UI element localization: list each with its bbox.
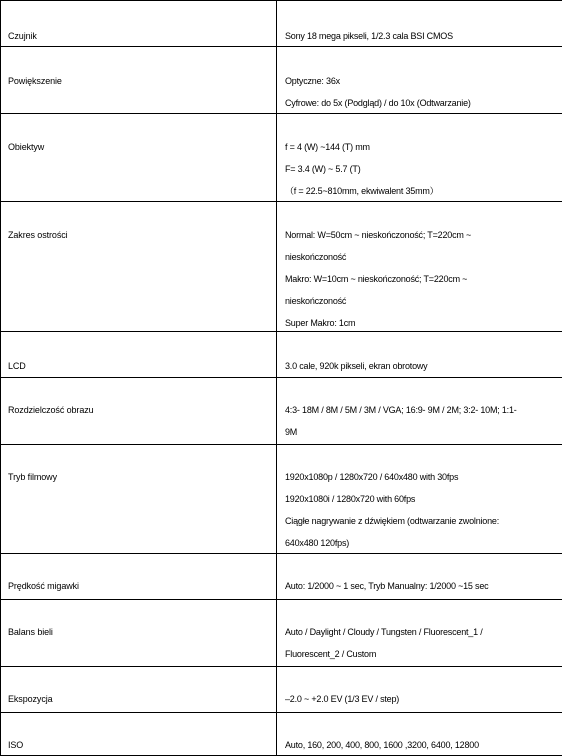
value-line: –2.0 ~ +2.0 EV (1/3 EV / step)	[285, 688, 399, 710]
value-line: 3.0 cale, 920k pikseli, ekran obrotowy	[285, 355, 427, 377]
table-row	[1, 600, 562, 667]
value-line: Sony 18 mega pikseli, 1/2.3 cala BSI CMOS	[285, 25, 453, 47]
row-value-cell	[277, 378, 562, 445]
row-label: LCD	[8, 355, 26, 377]
row-label-cell	[1, 1, 277, 47]
row-value-cell	[277, 554, 562, 600]
table-row	[1, 378, 562, 445]
table-row	[1, 332, 562, 378]
row-value-cell	[277, 47, 562, 114]
value-line: nieskończoność	[285, 290, 471, 312]
value-line: Optyczne: 36x	[285, 70, 471, 92]
value-line: 1920x1080p / 1280x720 / 640x480 with 30fps	[285, 466, 499, 488]
row-value-cell	[277, 713, 562, 756]
value-line: 4:3- 18M / 8M / 5M / 3M / VGA; 16:9- 9M / 2M; 3:2- 10M; 1:1-	[285, 399, 517, 421]
row-label: Balans bieli	[8, 621, 53, 643]
value-line: 9M	[285, 421, 517, 443]
row-value-cell	[277, 202, 562, 332]
row-value-cell	[277, 445, 562, 554]
table-row	[1, 667, 562, 713]
row-label: Prędkość migawki	[8, 575, 79, 597]
row-label-cell	[1, 667, 277, 713]
row-label-cell	[1, 713, 277, 756]
value-line: f = 4 (W) ~144 (T) mm	[285, 136, 438, 158]
table-row	[1, 554, 562, 600]
row-label: Powiększenie	[8, 70, 62, 92]
value-line: Auto / Daylight / Cloudy / Tungsten / Fluorescent_1 /	[285, 621, 483, 643]
row-label-cell	[1, 378, 277, 445]
row-value-cell	[277, 332, 562, 378]
table-row	[1, 1, 562, 47]
row-value-cell	[277, 600, 562, 667]
table-row	[1, 202, 562, 332]
value-line: 640x480 120fps)	[285, 532, 499, 554]
row-label: Zakres ostrości	[8, 224, 68, 246]
value-line: Auto, 160, 200, 400, 800, 1600 ,3200, 6400, 12800	[285, 734, 479, 756]
row-label-cell	[1, 554, 277, 600]
value-line: Cyfrowe: do 5x (Podgląd) / do 10x (Odtwarzanie)	[285, 92, 471, 114]
value-line: Fluorescent_2 / Custom	[285, 643, 483, 665]
row-label: Obiektyw	[8, 136, 44, 158]
value-line: （f = 22.5~810mm, ekwiwalent 35mm）	[285, 180, 438, 202]
table-row	[1, 114, 562, 202]
value-line: nieskończoność	[285, 246, 471, 268]
value-line: F= 3.4 (W) ~ 5.7 (T)	[285, 158, 438, 180]
row-label: Rozdzielczość obrazu	[8, 399, 94, 421]
row-label-cell	[1, 445, 277, 554]
row-value-cell	[277, 1, 562, 47]
table-row	[1, 445, 562, 554]
row-value-cell	[277, 114, 562, 202]
value-line: Auto: 1/2000 ~ 1 sec, Tryb Manualny: 1/2000 ~15 sec	[285, 575, 488, 597]
value-line: Makro: W=10cm ~ nieskończoność; T=220cm ~	[285, 268, 471, 290]
row-label-cell	[1, 47, 277, 114]
row-label: Tryb filmowy	[8, 466, 57, 488]
value-line: 1920x1080i / 1280x720 with 60fps	[285, 488, 499, 510]
table-row	[1, 713, 562, 756]
row-value-cell	[277, 667, 562, 713]
row-label: Czujnik	[8, 25, 37, 47]
row-label-cell	[1, 600, 277, 667]
value-line: Ciągłe nagrywanie z dźwiękiem (odtwarzanie zwolnione:	[285, 510, 499, 532]
row-label-cell	[1, 202, 277, 332]
row-label: ISO	[8, 734, 23, 756]
row-label-cell	[1, 332, 277, 378]
value-line: Super Makro: 1cm	[285, 312, 471, 334]
table-row	[1, 47, 562, 114]
value-line: Normal: W=50cm ~ nieskończoność; T=220cm ~	[285, 224, 471, 246]
row-label-cell	[1, 114, 277, 202]
row-label: Ekspozycja	[8, 688, 53, 710]
